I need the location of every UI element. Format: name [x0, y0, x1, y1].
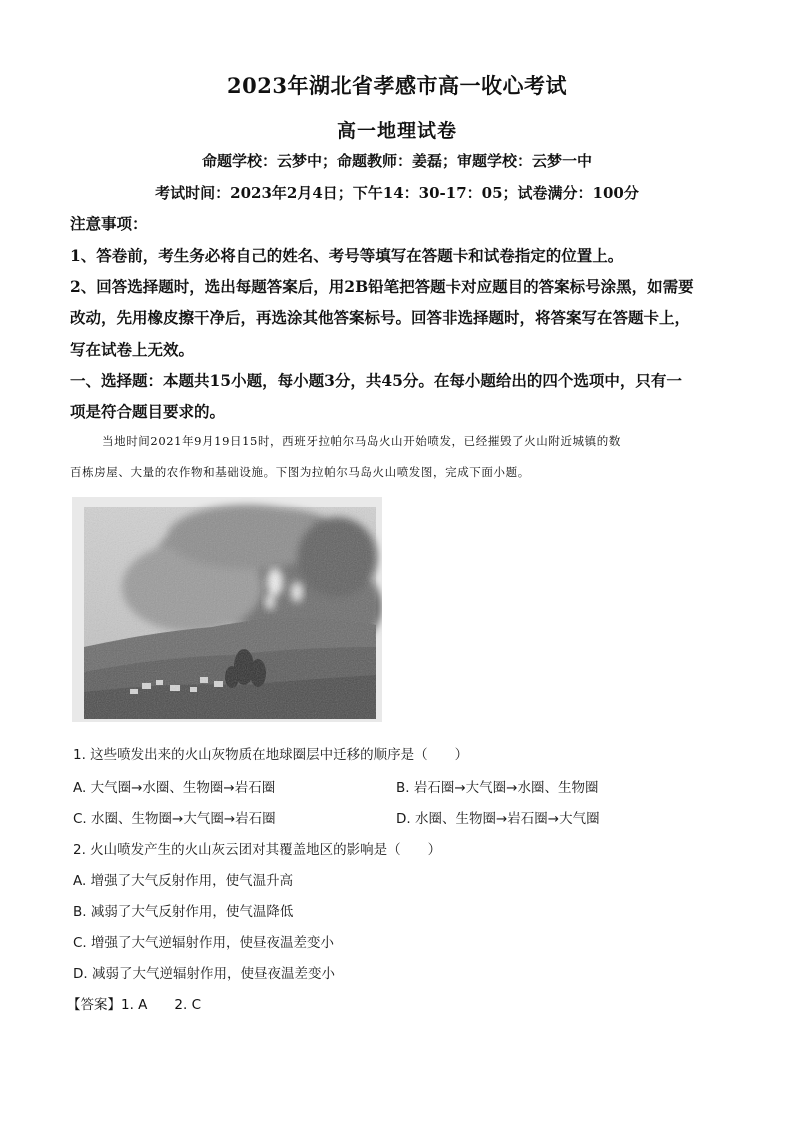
question-option[interactable]: D. 减弱了大气逆辐射作用，使昼夜温差变小	[73, 966, 335, 982]
volcano-eruption-photo	[72, 497, 382, 722]
exam-title: 2023年湖北省孝感市高一收心考试	[227, 73, 567, 98]
passage-text: 当地时间2021年9月19日15时，西班牙拉帕尔马岛火山开始喷发，已经摧毁了火山附近城镇的数	[102, 434, 621, 448]
exam-meta-time: 考试时间：2023年2月4日；下午14：30-17：05；试卷满分：100分	[155, 184, 639, 202]
section-heading-cont: 项是符合题目要求的。	[70, 402, 226, 421]
question-stem: 2. 火山喷发产生的火山灰云团对其覆盖地区的影响是（ ）	[73, 842, 442, 858]
passage-text: 百栋房屋、大量的农作物和基础设施。下图为拉帕尔马岛火山喷发图，完成下面小题。	[70, 465, 530, 479]
question-option[interactable]: B. 岩石圈→大气圈→水圈、生物圈	[396, 780, 599, 796]
notes-line: 2、回答选择题时，选出每题答案后，用2B铅笔把答题卡对应题目的答案标号涂黑，如需要	[70, 277, 694, 296]
question-stem: 1. 这些喷发出来的火山灰物质在地球圈层中迁移的顺序是（ ）	[73, 747, 469, 763]
answer-values: 1. A 2. C	[121, 997, 202, 1013]
question-option[interactable]: B. 减弱了大气反射作用，使气温降低	[73, 904, 294, 920]
question-option[interactable]: C. 水圈、生物圈→大气圈→岩石圈	[73, 811, 276, 827]
question-option[interactable]: C. 增强了大气逆辐射作用，使昼夜温差变小	[73, 935, 335, 951]
question-option[interactable]: D. 水圈、生物圈→岩石圈→大气圈	[396, 811, 600, 827]
exam-subtitle: 高一地理试卷	[336, 120, 457, 142]
question-option[interactable]: A. 增强了大气反射作用，使气温升高	[73, 873, 294, 889]
notes-line: 改动，先用橡皮擦干净后，再选涂其他答案标号。回答非选择题时，将答案写在答题卡上，	[70, 308, 691, 327]
exam-meta-authors: 命题学校：云梦中；命题教师：姜磊；审题学校：云梦一中	[201, 152, 592, 170]
question-option[interactable]: A. 大气圈→水圈、生物圈→岩石圈	[73, 780, 276, 796]
answer-label: 【答案】	[67, 997, 121, 1013]
notes-line: 写在试卷上无效。	[70, 340, 195, 359]
notes-heading: 注意事项：	[70, 214, 148, 233]
notes-line: 1、答卷前，考生务必将自己的姓名、考号等填写在答题卡和试卷指定的位置上。	[70, 246, 624, 265]
section-heading: 一、选择题：本题共15小题，每小题3分，共45分。在每小题给出的四个选项中，只有一	[70, 371, 682, 390]
answer-line	[67, 993, 201, 1013]
